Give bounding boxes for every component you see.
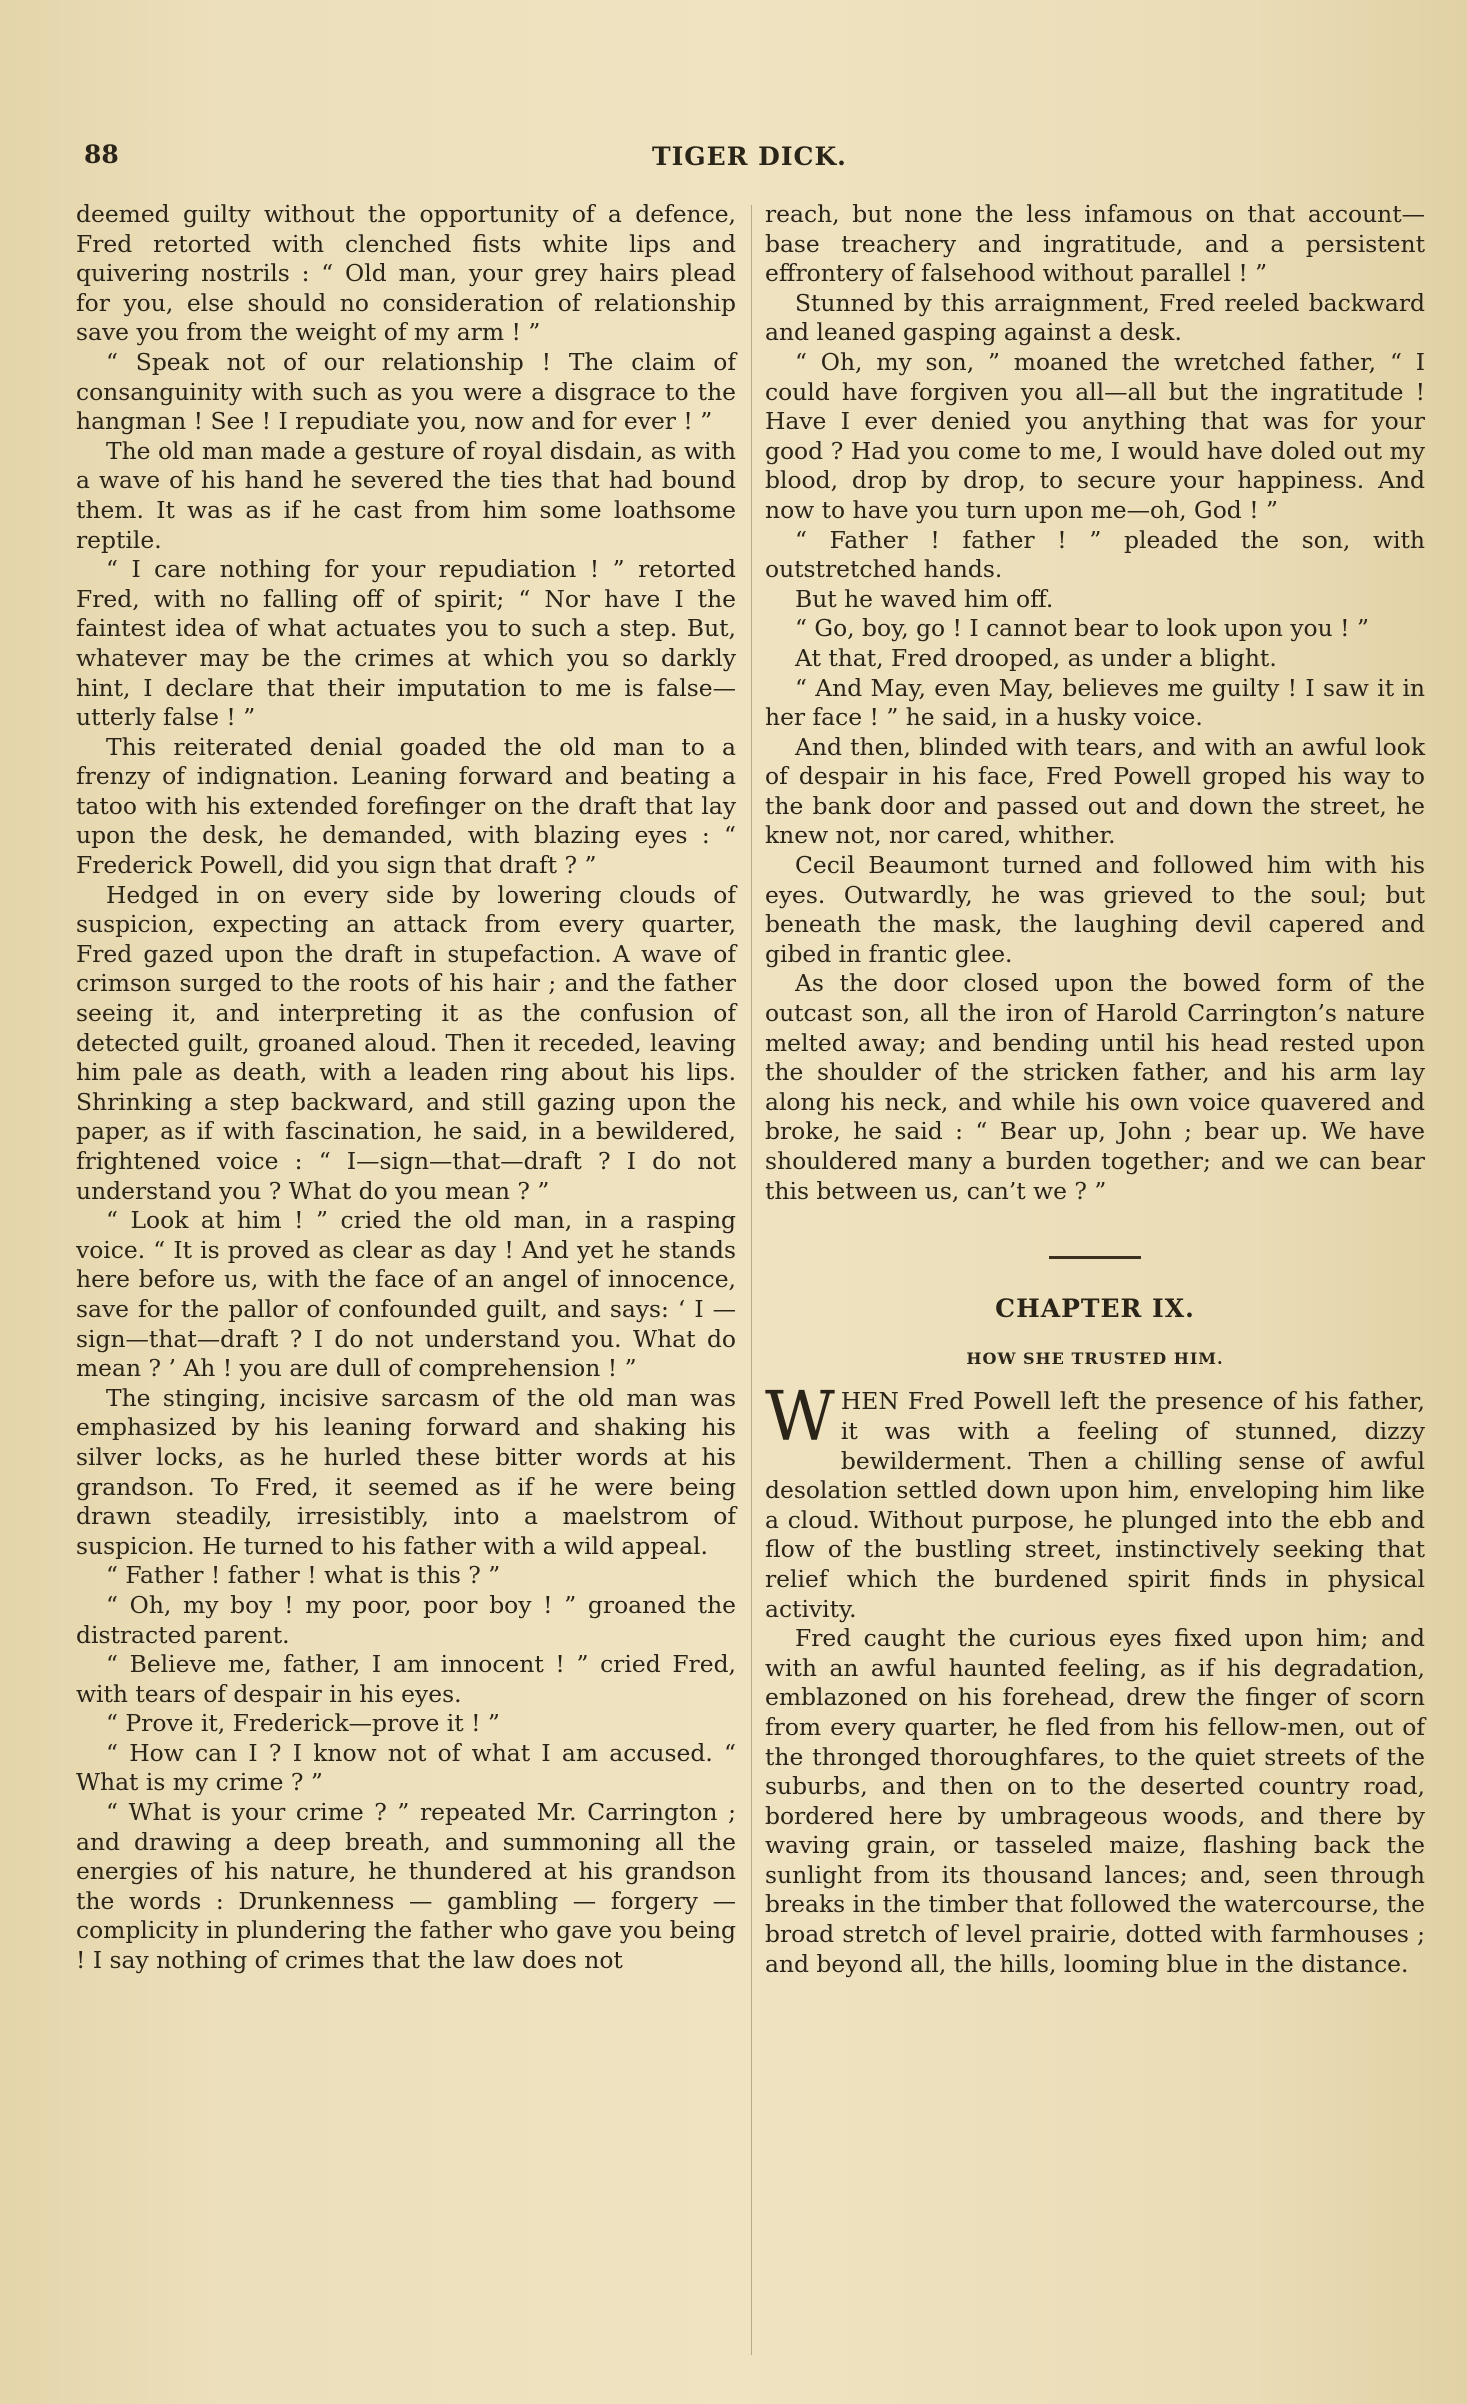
- page-number: 88: [84, 140, 119, 169]
- drop-cap: W: [765, 1378, 835, 1458]
- chapter-title: CHAPTER IX.: [995, 1294, 1195, 1324]
- paragraph: “ And May, even May, believes me guilty ! I saw it in her face ! ” he said, in a husky voice.: [765, 673, 1425, 732]
- paragraph: The stinging, incisive sarcasm of the old man was emphasized by his leaning forward and shaking his silver locks, as he hurled these bitter words at his grandson. To Fred, it seemed as if he were being drawn steadily, irresistibly, into a maelstrom of suspicion. He turned to his father with a wild appeal.: [76, 1383, 736, 1560]
- paragraph: “ Oh, my boy ! my poor, poor boy ! ” groaned the distracted parent.: [76, 1590, 736, 1649]
- paragraph: But he waved him off.: [795, 584, 1054, 613]
- opening-text: HEN Fred Powell left the presence of his father, it was with a feeling of stunned, dizzy bewilderment. Then a chilling sense of awful desolation settled down upon him, enveloping him like a cloud. Without purpose, he plunged into the ebb and flow of the bustling street, instinctively seeking that relief which the burdened spirit finds in physical activity.: [765, 1387, 1425, 1623]
- left-column: [76, 200, 736, 1976]
- paragraph: Stunned by this arraignment, Fred reeled backward and leaned gasping against a desk.: [765, 288, 1425, 347]
- paragraph: “ Look at him ! ” cried the old man, in a rasping voice. “ It is proved as clear as day ! And yet he stands here before us, with the face of an angel of innocence, save for the pallor of confounded guilt, and says: ‘ I —sign—that—draft ? I do not understand you. What do mean ? ’ Ah ! you are dull of comprehension ! ”: [76, 1206, 736, 1383]
- paragraph: deemed guilty without the opportunity of a defence, Fred retorted with clenched fists white lips and quivering nostrils : “ Old man, your grey hairs plead for you, else should no consideration of relationship save you from the weight of my arm ! ”: [76, 200, 736, 347]
- paragraph: Cecil Beaumont turned and followed him with his eyes. Outwardly, he was grieved to the soul; but beneath the mask, the laughing devil capered and gibed in frantic glee.: [765, 851, 1425, 968]
- paragraph: The old man made a gesture of royal disdain, as with a wave of his hand he severed the ties that had bound them. It was as if he cast from him some loathsome reptile.: [76, 436, 736, 554]
- column-divider: [751, 205, 752, 2355]
- paragraph: Hedged in on every side by lowering clouds of suspicion, expecting an attack from every quarter, Fred gazed upon the draft in stupefaction. A wave of crimson surged to the roots of his hair ; and the father seeing it, and interpreting it as the confusion of detected guilt, groaned aloud. Then it receded, leaving him pale as death, with a leaden ring about his lips. Shrinking a step backward, and still gazing upon the paper, as if with fascination, he said, in a bewildered, frightened voice : “ I—sign—that—draft ? I do not understand you ? What do you mean ? ”: [76, 880, 736, 1205]
- paragraph: “ Prove it, Frederick—prove it ! ”: [106, 1709, 500, 1738]
- paragraph: As the door closed upon the bowed form of the outcast son, all the iron of Harold Carrington’s nature melted away; and bending until his head rested upon the shoulder of the stricken father, and his arm lay along his neck, and while his own voice quavered and broke, he said : “ Bear up, John ; bear up. We have shouldered many a burden together; and we can bear this between us, can’t we ? ”: [765, 969, 1425, 1205]
- paragraph: “ Believe me, father, I am innocent ! ” cried Fred, with tears of despair in his eyes.: [76, 1650, 736, 1708]
- right-column: [765, 200, 1425, 1979]
- paragraph: And then, blinded with tears, and with an awful look of despair in his face, Fred Powell groped his way to the bank door and passed out and down the street, he knew not, nor cared, whither.: [765, 732, 1425, 850]
- paragraph: “ Father ! father ! ” pleaded the son, with outstretched hands.: [765, 525, 1425, 584]
- paragraph: At that, Fred drooped, as under a blight.: [795, 643, 1277, 672]
- paragraph: “ Father ! father ! what is this ? ”: [106, 1561, 501, 1590]
- page-header: [72, 138, 1412, 172]
- paragraph: reach, but none the less infamous on that account—base treachery and ingratitude, and a persistent effrontery of falsehood without parallel ! ”: [765, 200, 1425, 288]
- chapter-opening-paragraph: [765, 1378, 1425, 1624]
- chapter-subtitle: HOW SHE TRUSTED HIM.: [966, 1348, 1224, 1368]
- paragraph: “ What is your crime ? ” repeated Mr. Carrington ; and drawing a deep breath, and summoning all the energies of his nature, he thundered at his grandson the words : Drunkenness — gambling — forgery — complicity in plundering the father who gave you being ! I say nothing of crimes that the law does not: [76, 1798, 736, 1975]
- paragraph: “ I care nothing for your repudiation ! ” retorted Fred, with no falling off of spirit; “ Nor have I the faintest idea of what actuates you to such a step. But, whatever may be the crimes at which you so darkly hint, I declare that their imputation to me is false—utterly false ! ”: [76, 555, 736, 732]
- running-title: TIGER DICK.: [652, 142, 847, 171]
- paragraph: This reiterated denial goaded the old man to a frenzy of indignation. Leaning forward and beating a tatoo with his extended forefinger on the draft that lay upon the desk, he demanded, with blazing eyes : “ Frederick Powell, did you sign that draft ? ”: [76, 732, 736, 880]
- section-divider: [1049, 1256, 1141, 1259]
- paragraph: “ Speak not of our relationship ! The claim of consanguinity with such as you were a disgrace to the hangman ! See ! I repudiate you, now and for ever ! ”: [76, 347, 736, 436]
- paragraph: “ Oh, my son, ” moaned the wretched father, “ I could have forgiven you all—all but the ingratitude ! Have I ever denied you anything that was for your good ? Had you come to me, I would have doled out my blood, drop by drop, to secure your happiness. And now to have you turn upon me—oh, God ! ”: [765, 347, 1425, 524]
- paragraph: Fred caught the curious eyes fixed upon him; and with an awful haunted feeling, as if his degradation, emblazoned on his forehead, drew the finger of scorn from every quarter, he fled from his fellow-men, out of the thronged thoroughfares, to the quiet streets of the suburbs, and then on to the deserted country road, bordered here by umbrageous woods, and there by waving grain, or tasseled maize, flashing back the sunlight from its thousand lances; and, seen through breaks in the timber that followed the watercourse, the broad stretch of level prairie, dotted with farmhouses ; and beyond all, the hills, looming blue in the distance.: [765, 1624, 1425, 1978]
- paragraph: “ Go, boy, go ! I cannot bear to look upon you ! ”: [795, 614, 1369, 643]
- paragraph: “ How can I ? I know not of what I am accused. “ What is my crime ? ”: [76, 1738, 736, 1797]
